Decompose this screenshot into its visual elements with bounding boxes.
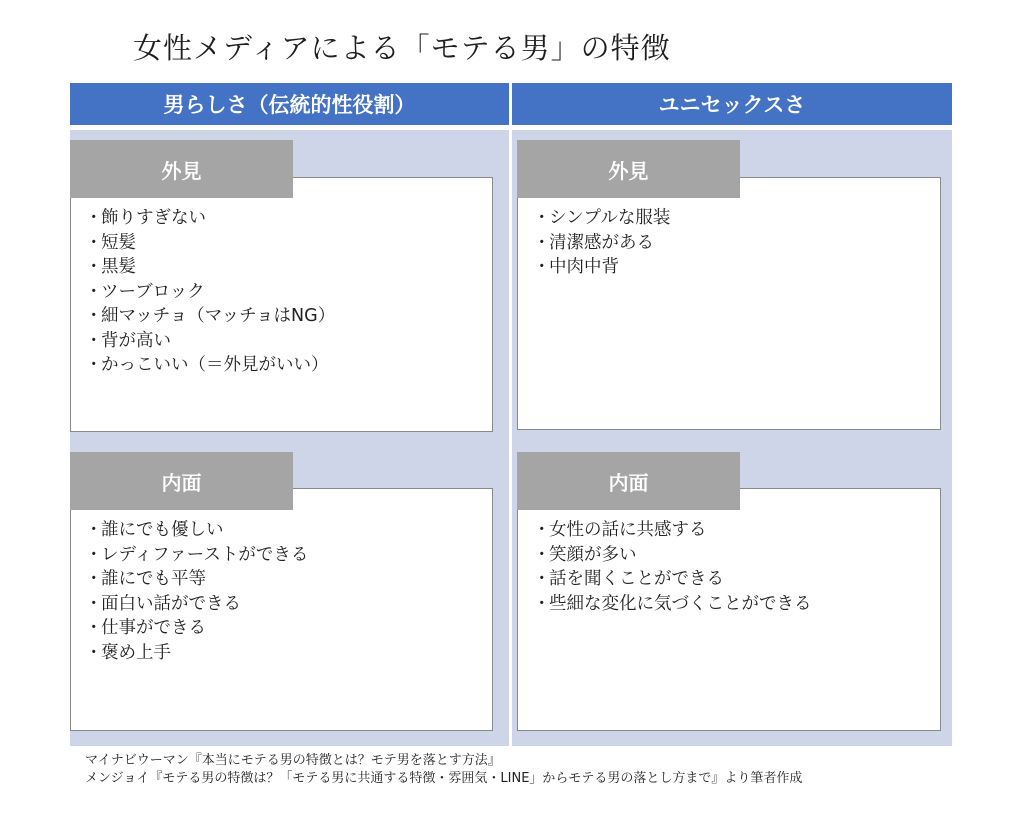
list-item-text: 女性の話に共感する: [549, 520, 707, 540]
list-item: [85, 641, 308, 666]
bullet-dot: ・: [85, 355, 103, 375]
bullet-dot: ・: [85, 593, 103, 614]
list-item-text: 面白い話ができる: [101, 593, 241, 614]
list-item: [85, 255, 335, 280]
bullet-dot: ・: [85, 232, 103, 253]
bullet-dot: ・: [85, 642, 103, 663]
list-item-text: 飾りすぎない: [101, 208, 206, 228]
bullet-dot: ・: [85, 330, 103, 351]
source-note-1: マイナビウーマン『本当にモテる男の特徴とは？モテ男を落とす方法』: [85, 753, 501, 768]
list-item-text: 短髪: [101, 232, 136, 253]
list-item: [533, 592, 812, 617]
list-item-text: 誰にでも平等: [101, 569, 206, 589]
bullet-dot: ・: [85, 569, 103, 589]
list-item: [85, 353, 335, 378]
page-title: 女性メディアによる「モテる男」の特徴: [133, 31, 671, 65]
column-header-unisex: ユニセックスさ: [512, 83, 952, 125]
column-header-masculinity: 男らしさ（伝統的性役割）: [70, 83, 509, 125]
list-item: [85, 231, 335, 256]
list-unisex-inner: [533, 518, 812, 616]
list-item: [533, 543, 812, 568]
tab-unisex-appearance: 外見: [517, 140, 740, 198]
list-item-text: 褒め上手: [101, 642, 171, 663]
list-item: [533, 206, 670, 231]
bullet-dot: ・: [533, 208, 551, 228]
list-item-text: 話を聞くことができる: [549, 569, 724, 589]
list-item-text: 仕事ができる: [101, 618, 206, 638]
list-item: [533, 518, 812, 543]
list-item-text: レディファーストができる: [101, 544, 309, 565]
list-item: [85, 206, 335, 231]
list-item-text: かっこいい（＝外見がいい）: [101, 355, 329, 375]
tab-unisex-inner: 内面: [517, 452, 740, 510]
list-masculinity-inner: [85, 518, 308, 665]
list-item: [85, 518, 308, 543]
bullet-dot: ・: [533, 544, 551, 565]
tab-masculinity-appearance: 外見: [70, 140, 293, 198]
list-item-text: ツーブロック: [101, 281, 205, 302]
list-item: [85, 280, 335, 305]
list-item-text: 笑顔が多い: [549, 544, 637, 565]
bullet-dot: ・: [85, 618, 103, 638]
list-item-text: シンプルな服装: [549, 208, 671, 228]
list-masculinity-appearance: [85, 206, 335, 378]
bullet-dot: ・: [85, 544, 103, 565]
list-item: [85, 616, 308, 641]
list-item-text: 清潔感がある: [549, 232, 654, 253]
list-item: [533, 567, 812, 592]
list-item: [85, 304, 335, 329]
list-item-text: 些細な変化に気づくことができる: [549, 593, 812, 614]
list-unisex-appearance: [533, 206, 670, 280]
tab-masculinity-inner: 内面: [70, 452, 293, 510]
list-item-text: 誰にでも優しい: [101, 520, 224, 540]
bullet-dot: ・: [533, 257, 551, 277]
list-item-text: 中肉中背: [549, 257, 619, 277]
bullet-dot: ・: [85, 257, 103, 277]
bullet-dot: ・: [85, 306, 103, 326]
bullet-dot: ・: [85, 520, 103, 540]
list-item: [85, 567, 308, 592]
bullet-dot: ・: [533, 593, 551, 614]
list-item-text: 黒髪: [101, 257, 136, 277]
list-item: [85, 329, 335, 354]
list-item-text: 細マッチョ（マッチョはNG）: [101, 306, 336, 326]
source-note-2: メンジョイ『モテる男の特徴は？「モテる男に共通する特徴・雰囲気・LINE」からモテる男の落とし方まで』より筆者作成: [85, 771, 803, 786]
bullet-dot: ・: [85, 208, 103, 228]
list-item: [85, 592, 308, 617]
bullet-dot: ・: [533, 232, 551, 253]
bullet-dot: ・: [85, 281, 103, 302]
list-item-text: 背が高い: [101, 330, 171, 351]
list-item: [85, 543, 308, 568]
bullet-dot: ・: [533, 520, 551, 540]
list-item: [533, 231, 670, 256]
bullet-dot: ・: [533, 569, 551, 589]
list-item: [533, 255, 670, 280]
